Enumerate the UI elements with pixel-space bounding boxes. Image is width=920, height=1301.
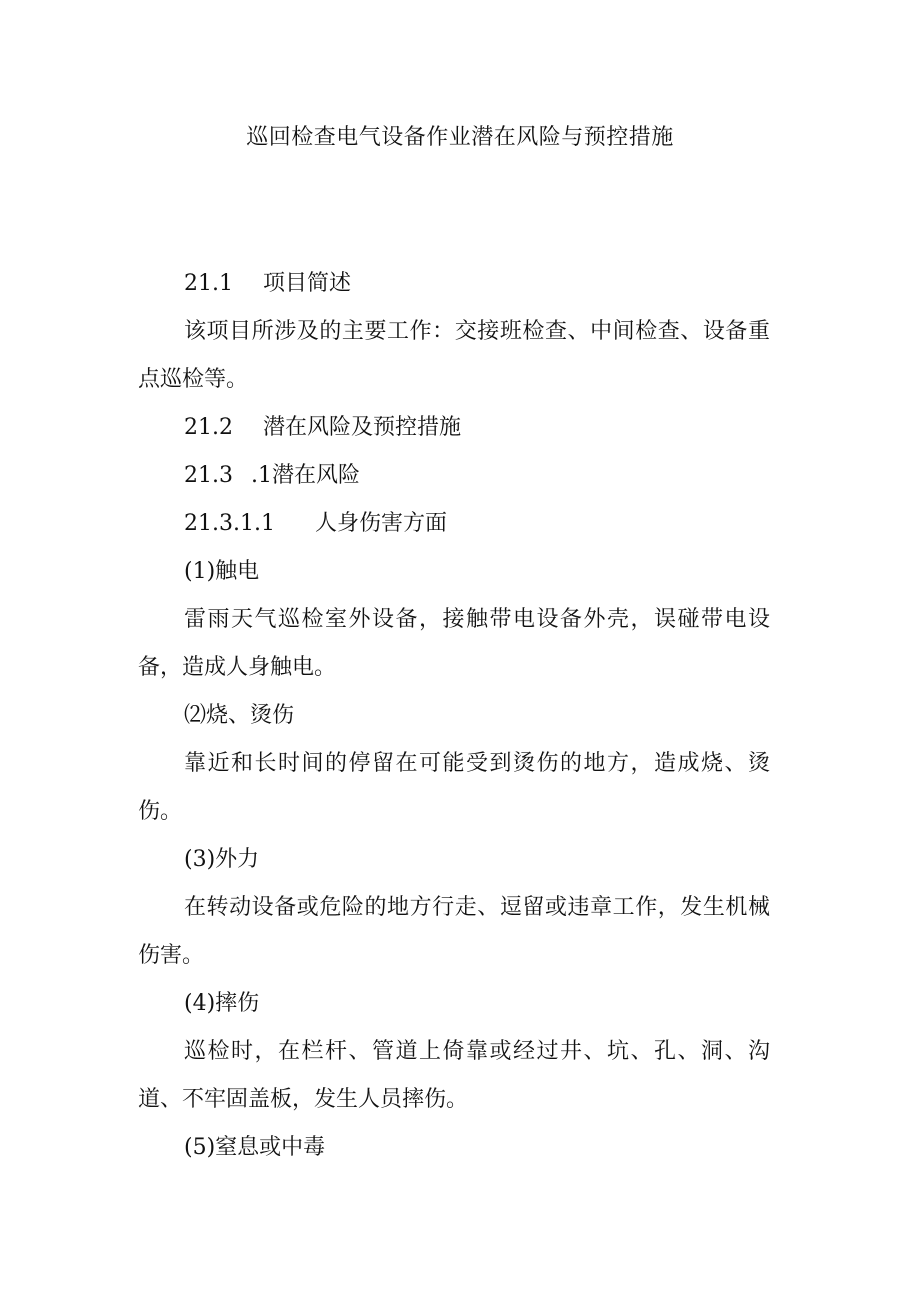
section-heading-21-1 — [138, 260, 770, 308]
section-title: 人身伤害方面 — [314, 511, 447, 536]
section-heading-21-2 — [138, 404, 770, 452]
item-text-external-force: 在转动设备或危险的地方行走、逗留或违章工作，发生机械伤害。 — [138, 895, 770, 968]
section-number: 21.3.1.1 — [184, 511, 275, 536]
section-title: 潜在风险及预控措施 — [262, 415, 461, 440]
item-text-electric-shock: 雷雨天气巡检室外设备，接触带电设备外壳，误碰带电设备，造成人身触电。 — [138, 607, 770, 680]
section-number: 21.2 — [184, 415, 233, 440]
document-title: 巡回检查电气设备作业潜在风险与预控措施 — [246, 125, 674, 150]
item-title-external-force: (3)外力 — [184, 847, 260, 872]
item-title-falls: (4)摔伤 — [184, 991, 260, 1016]
item-text-falls: 巡检时，在栏杆、管道上倚靠或经过井、坑、孔、洞、沟道、不牢固盖板，发生人员摔伤。 — [138, 1039, 770, 1112]
section-title: 项目简述 — [262, 271, 351, 296]
item-text-burns: 靠近和长时间的停留在可能受到烫伤的地方，造成烧、烫伤。 — [138, 751, 770, 824]
section-number: 21.3 — [184, 463, 233, 488]
document-body — [138, 260, 770, 1172]
item-title-burns: ⑵烧、烫伤 — [184, 703, 295, 728]
item-title-electric-shock: (1)触电 — [184, 559, 260, 584]
section-number: 21.1 — [184, 271, 233, 296]
section-heading-21-3 — [138, 452, 770, 500]
section-title: .1潜在风险 — [250, 463, 360, 488]
item-title-suffocation: (5)窒息或中毒 — [184, 1135, 326, 1160]
section-heading-21-3-1-1 — [138, 500, 770, 548]
paragraph-scope: 该项目所涉及的主要工作：交接班检查、中间检查、设备重点巡检等。 — [138, 319, 770, 392]
